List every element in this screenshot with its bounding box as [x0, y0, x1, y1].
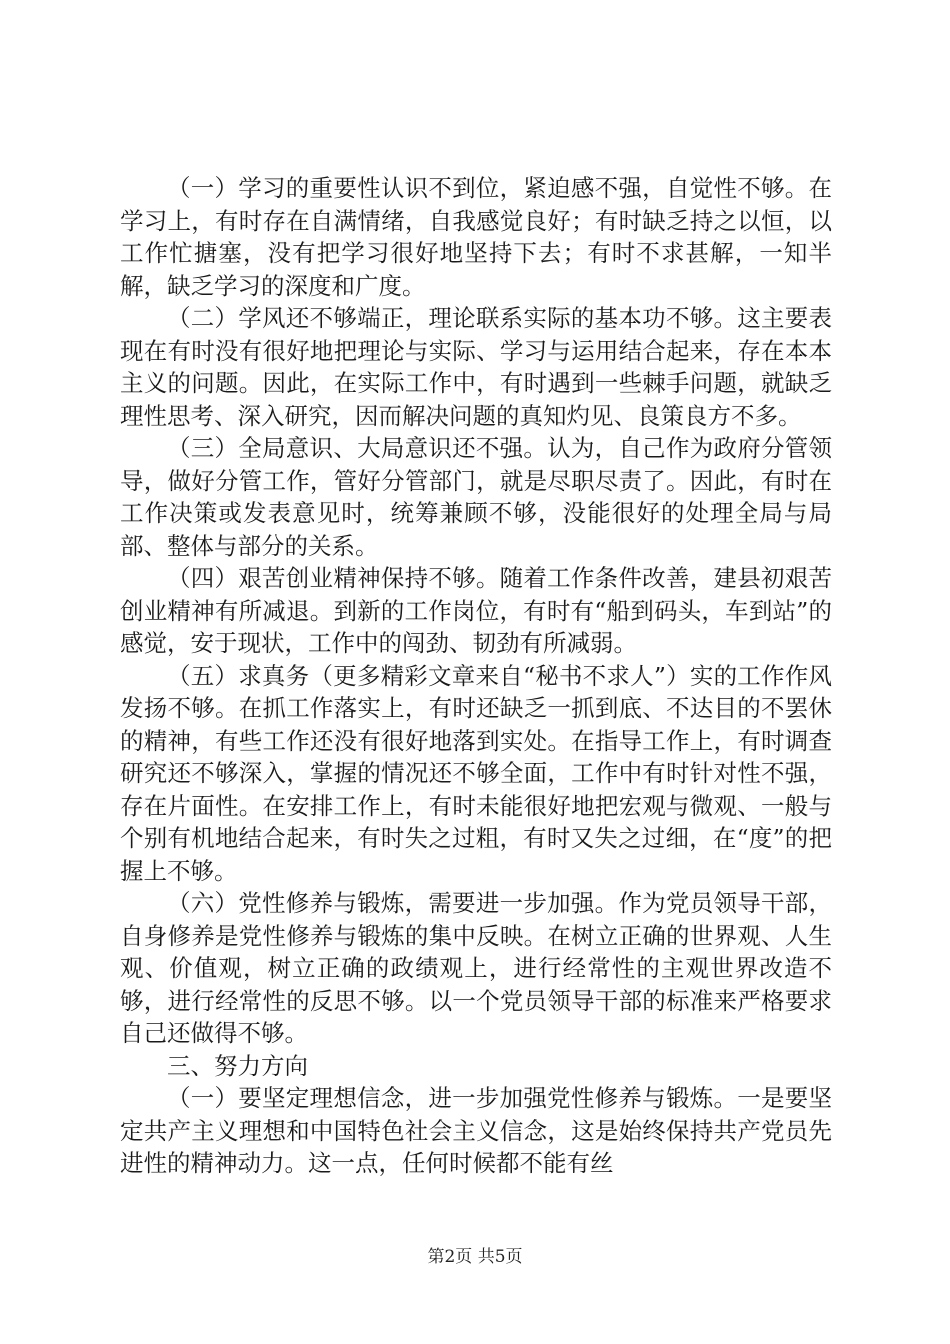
page-footer: 第2页 共5页 [427, 1247, 523, 1267]
paragraph-7: （一）要坚定理想信念，进一步加强党性修养与锻炼。一是要坚定共产主义理想和中国特色社会主义信念，这是始终保持共产党员先进性的精神动力。这一点，任何时候都不能有丝 [120, 1084, 832, 1177]
document-body [120, 172, 832, 1180]
paragraph-2: （二）学风还不够端正，理论联系实际的基本功不够。这主要表现在有时没有很好地把理论与实际、学习与运用结合起来，存在本本主义的问题。因此，在实际工作中，有时遇到一些棘手问题，就缺乏理性思考、深入研究，因而解决问题的真知灼见、良策良方不多。 [120, 304, 832, 430]
paragraph-5: （五）求真务（更多精彩文章来自“秘书不求人”）实的工作作风发扬不够。在抓工作落实上，有时还缺乏一抓到底、不达目的不罢休的精神，有些工作还没有很好地落到实处。在指导工作上，有时调查研究还不够深入，掌握的情况还不够全面，工作中有时针对性不强，存在片面性。在安排工作上，有时未能很好地把宏观与微观、一般与个别有机地结合起来，有时失之过粗，有时又失之过细，在“度”的把握上不够。 [120, 661, 832, 885]
section-heading: 三、努力方向 [167, 1051, 308, 1080]
paragraph-4: （四）艰苦创业精神保持不够。随着工作条件改善，建县初艰苦创业精神有所减退。到新的工作岗位，有时有“船到码头，车到站”的感觉，安于现状，工作中的闯劲、韧劲有所减弱。 [120, 564, 832, 657]
paragraph-6: （六）党性修养与锻炼，需要进一步加强。作为党员领导干部，自身修养是党性修养与锻炼的集中反映。在树立正确的世界观、人生观、价值观，树立正确的政绩观上，进行经常性的主观世界改造不够，进行经常性的反思不够。以一个党员领导干部的标准来严格要求自己还做得不够。 [120, 889, 832, 1047]
paragraph-1: （一）学习的重要性认识不到位，紧迫感不强，自觉性不够。在学习上，有时存在自满情绪，自我感觉良好；有时缺乏持之以恒，以工作忙搪塞，没有把学习很好地坚持下去；有时不求甚解，一知半解，缺乏学习的深度和广度。 [120, 174, 832, 300]
paragraph-3: （三）全局意识、大局意识还不强。认为，自己作为政府分管领导，做好分管工作，管好分管部门，就是尽职尽责了。因此，有时在工作决策或发表意见时，统筹兼顾不够，没能很好的处理全局与局部、整体与部分的关系。 [120, 434, 832, 560]
